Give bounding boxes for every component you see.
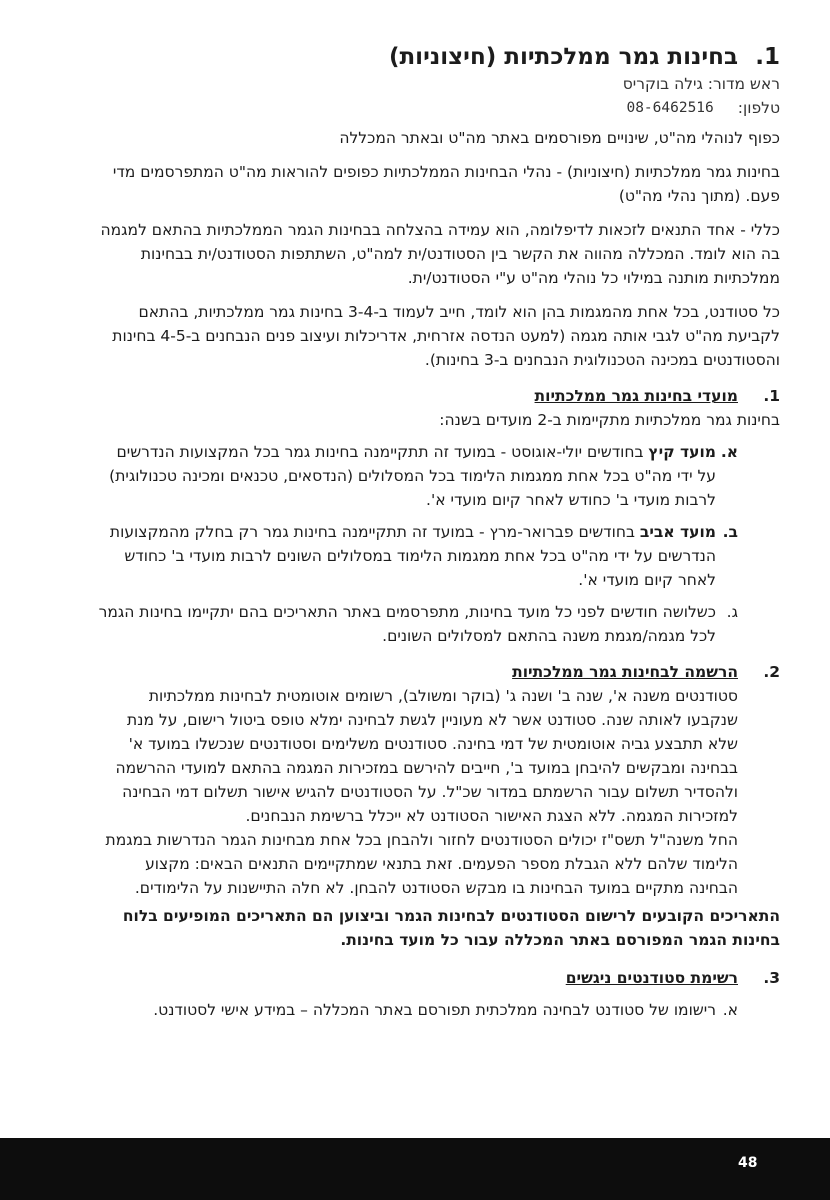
- section-number: 1.: [755, 44, 780, 70]
- page-content: [94, 44, 780, 1022]
- subsection-title: מועדי בחינות גמר ממלכתיות: [534, 387, 738, 405]
- dates-intro: בחינות גמר ממלכתיות מתקיימות ב-2 מועדים בשנה:: [439, 411, 780, 429]
- subject-line: כפוף לנוהלי מה"ט, שינויים מפורסמים באתר מה"ט ובאתר המכללה: [339, 129, 780, 147]
- list-item-letter: א.: [722, 1001, 738, 1019]
- list-item-letter: ב.: [722, 523, 738, 541]
- department-head-line: ראש מדור: גילה בוקריס: [622, 75, 780, 93]
- phone-value: 08-6462516: [626, 100, 714, 116]
- subsection-heading-registration: [94, 660, 780, 684]
- list-item-body: כשלושה חודשים לפני כל מועד בחינות, מתפרסמים באתר התאריכים בהם יתקיימו בחינות הגמר לכל מגמה/מגמת משנה בהתאם למסלולים השונים.: [98, 603, 716, 645]
- list-item: [94, 440, 738, 512]
- students-list: [94, 998, 780, 1022]
- list-item-body: רישומו של סטודנט לבחינה ממלכתית תפורסם באתר המכללה – במידע אישי לסטודנט.: [153, 1001, 716, 1019]
- phone-label: טלפון:: [737, 99, 780, 117]
- exam-count-paragraph: כל סטודנט, בכל אחת מהמגמות בהן הוא לומד, חייב לעמוד ב-3-4 בחינות גמר ממלכתיות, בהתאם לקביעת מה"ט לגבי אותה מגמה (למעט הנדסה אזרחית, אדריכלות ועיצוב פנים הנבחנים ב-4-5 בחינות והסטודנטים במכינה הטכנולוגית הנבחנים ב-3 בחינות).: [112, 303, 780, 369]
- page-footer-bar: [0, 1138, 830, 1200]
- registration-body: [94, 684, 780, 900]
- list-item-letter: א.: [720, 443, 738, 461]
- subsection-number: 3.: [763, 969, 780, 987]
- list-item: [94, 600, 738, 648]
- list-item: [94, 998, 738, 1022]
- list-item-bold: מועד אביב: [639, 523, 716, 541]
- list-item-letter: ג.: [726, 603, 738, 621]
- subsection-heading-students-list: [94, 966, 780, 990]
- list-item-text: [94, 520, 716, 592]
- list-item: [94, 520, 738, 592]
- section-title: בחינות גמר ממלכתיות (חיצוניות): [388, 44, 738, 70]
- phone-row: [94, 96, 780, 120]
- section-heading: [94, 44, 780, 70]
- registration-dates-note: התאריכים הקובעים לרישום הסטודנטים לבחינות הגמר וביצוען הם התאריכים המופיעים בלוח בחינות הגמר המפורסם באתר המכללה עבור כל מועד בחינות.: [122, 907, 780, 949]
- list-item-bold: מועד קיץ: [648, 443, 716, 461]
- subsection-heading-dates: [94, 384, 780, 408]
- list-item-text: [94, 440, 716, 512]
- subsection-number: 2.: [763, 663, 780, 681]
- list-item-body: בחודשים פברואר-מרץ - במועד זה תתקיימנה בחינות גמר רק בחלק מהמקצועות הנדרשים על ידי מה"ט בכל אחת ממגמות הלימוד במסלולים השונים לרבות מועדי ב' כחודש לאחר קיום מועדי א'.: [109, 523, 716, 589]
- page-number: 48: [738, 1155, 758, 1171]
- subsection-title: רשימת סטודנטים ניגשים: [565, 969, 738, 987]
- dates-list: [94, 440, 780, 648]
- registration-paragraph: סטודנטים משנה א', שנה ב' ושנה ג' (בוקר ומשולב), רשומים אוטומטית לבחינות ממלכתיות שנקבעו לאותה שנה. סטודנט אשר לא מעוניין לגשת לבחינה ימלא טופס ביטול רישום, על מנת שלא תתבצע גביה אוטומטית של דמי בחינה. סטודנטים משלימים וסטודנטים שנכשלו במועד א' בבחינה ומבקשים להיבחן במועד ב', חייבים להירשם במזכירות המגמה בהתאם למועדי ההרשמה ולהסדיר תשלום עבור הרשמתם במדור שכ"ל. על הסטודנטים להגיש אישור תשלום דמי הבחינה למזכירות המגמה. ללא הצגת האישור הסטודנט לא ייכלל ברשימת הנבחנים.: [115, 687, 738, 825]
- subsection-title: הרשמה לבחינות גמר ממלכתיות: [512, 663, 738, 681]
- general-paragraph: כללי - אחד התנאים לזכאות לדיפלומה, הוא עמידה בהצלחה בבחינות הגמר הממלכתיות בהתאם למגמה בה הוא לומד. המכללה מהווה את הקשר בין הסטודנט/ית למה"ט, השתתפות הסטודנט/ית בבחינות ממלכתיות מותנה במילוי כל נוהלי מה"ט ע"י הסטודנט/ית.: [100, 221, 780, 287]
- retake-paragraph: החל משנה"ל תשס"ז יכולים הסטודנטים לחזור ולהבחן בכל אחת מבחינות הגמר הנדרשות במגמת הלימוד שלהם ללא הגבלת מספר הפעמים. זאת בתנאי שמתקיימים התנאים הבאים: מקצוע הבחינה מתקיים במועד הבחינות בו מבקש הסטודנט להבחן. לא חלה התיישנות על הלימודים.: [105, 831, 738, 897]
- list-item-body: בחודשים יולי-אוגוסט - במועד זה תתקיימנה בחינות גמר בכל המקצועות הנדרשים על ידי מה"ט בכל אחת ממגמות הלימוד בכל המסלולים (הנדסאים, טכנאים ומכינה טכנולוגית) לרבות מועדי ב' כחודש לאחר קיום מועדי א'.: [109, 443, 716, 509]
- subsection-number: 1.: [763, 387, 780, 405]
- intro-paragraph: בחינות גמר ממלכתיות (חיצוניות) - נהלי הבחינות הממלכתיות כפופים להוראות מה"ט המתפרסמים מדי פעם. (מתוך נהלי מה"ט): [112, 163, 780, 205]
